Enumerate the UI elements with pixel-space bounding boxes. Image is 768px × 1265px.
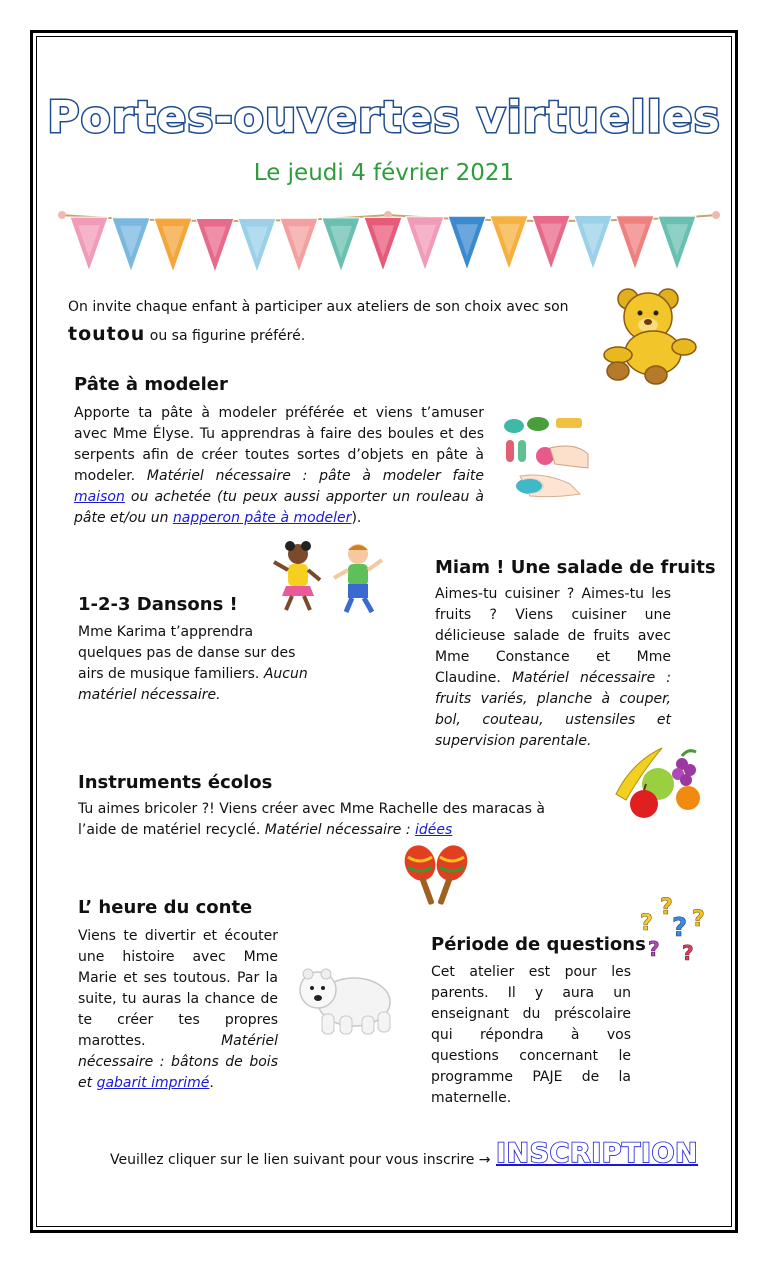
inscription-link[interactable]: INSCRIPTION (496, 1138, 699, 1169)
teddy-bear-icon (598, 285, 698, 385)
event-date: Le jeudi 4 février 2021 (253, 160, 515, 186)
instruments-text: Tu aimes bricoler ?! Viens créer avec Mme Rachelle des maracas à l’aide de matériel recyclé. (78, 801, 546, 838)
svg-text:?: ? (648, 937, 660, 961)
instruments-description (78, 799, 578, 841)
instruments-heading: Instruments écolos (78, 772, 273, 793)
gabarit-link[interactable]: gabarit imprimé (96, 1075, 210, 1091)
napperon-link[interactable]: napperon pâte à modeler (172, 510, 352, 526)
intro-line-1: On invite chaque enfant à participer aux ateliers de son choix avec son (68, 299, 569, 315)
salade-heading: Miam ! Une salade de fruits (435, 557, 716, 578)
pate-end: ). (351, 510, 362, 526)
instruments-material: Matériel nécessaire : (264, 822, 415, 838)
maracas-icon (400, 843, 472, 911)
danse-material: Aucun matériel nécessaire. (78, 666, 308, 703)
pate-material: Matériel nécessaire : pâte à modeler faite (146, 468, 484, 484)
footer-text: Veuillez cliquer sur le lien suivant pour vous inscrire → (110, 1152, 491, 1168)
maison-link[interactable]: maison (74, 489, 125, 505)
pate-heading: Pâte à modeler (74, 374, 228, 395)
play-dough-icon (500, 412, 590, 504)
pate-text: Apporte ta pâte à modeler préférée et viens t’amuser avec Mme Élyse. Tu apprendras à faire des boules et des serpents afin de créer toutes sortes d’objets en pâte à modeler. (74, 405, 484, 484)
salade-text: Aimes-tu cuisiner ? Aimes-tu les fruits ? Viens cuisiner une délicieuse salade de fruits avec Mme Constance et Mme Claudine. (435, 586, 671, 686)
conte-text: Viens te divertir et écouter une histoire avec Mme Marie et ses toutous. Par la suite, tu auras la chance de te créer tes propres marottes. (78, 928, 278, 1049)
questions-heading: Période de questions (431, 934, 646, 955)
conte-heading: L’ heure du conte (78, 897, 253, 918)
polar-bear-icon (292, 962, 394, 1038)
question-marks-icon (638, 892, 712, 964)
dancing-children-icon (270, 540, 390, 616)
svg-text:?: ? (682, 941, 694, 964)
intro-line-2 (68, 324, 588, 347)
svg-text:?: ? (692, 907, 705, 932)
fruits-icon (612, 742, 704, 822)
toutou-word: toutou (68, 323, 146, 345)
bunting-icon (58, 205, 720, 275)
questions-description: Cet atelier est pour les parents. Il y aura un enseignant du préscolaire qui répondra à vos questions concernant le programme PAJE de la maternelle. (431, 964, 631, 1106)
danse-description (78, 622, 318, 706)
pate-description (74, 403, 484, 529)
danse-heading: 1-2-3 Dansons ! (78, 594, 238, 615)
danse-text: Mme Karima t’apprendra quelques pas de danse sur des airs de musique familiers. (78, 624, 296, 682)
svg-text:?: ? (660, 895, 673, 920)
idees-link[interactable]: idées (414, 822, 453, 838)
conte-end: . (209, 1075, 214, 1091)
conte-description (78, 926, 278, 1094)
svg-text:?: ? (640, 911, 653, 936)
svg-text:?: ? (672, 913, 688, 943)
intro-line-2-text: ou sa figurine préféré. (145, 328, 306, 344)
pate-material-2: ou achetée (tu peux aussi apporter un rouleau à pâte et/ou un (74, 489, 484, 526)
conte-material: Matériel nécessaire : bâtons de bois et (78, 1033, 278, 1091)
salade-description (435, 584, 671, 752)
page-title: Portes-ouvertes virtuelles (47, 92, 721, 143)
salade-material: Matériel nécessaire : fruits variés, planche à couper, bol, couteau, ustensiles et supervision parentale. (435, 670, 671, 749)
